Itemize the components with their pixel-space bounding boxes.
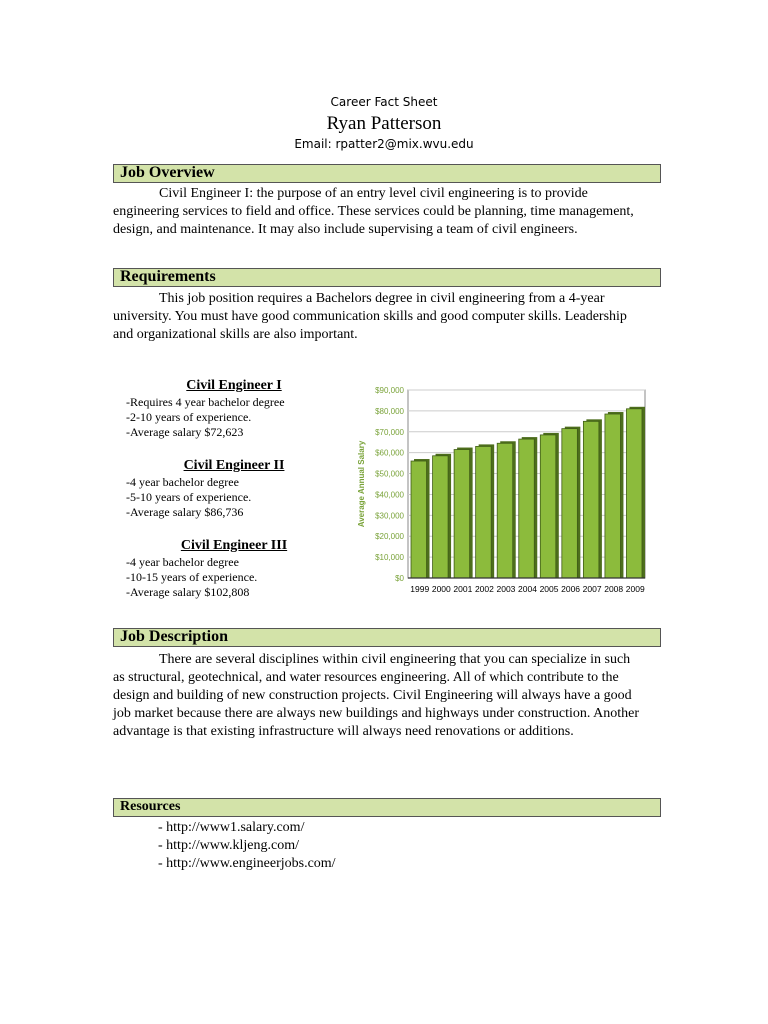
role-line: -Average salary $86,736 [126, 505, 244, 519]
y-tick-label: $20,000 [375, 532, 404, 542]
y-tick-label: $50,000 [375, 469, 404, 479]
x-tick-label: 1999 [410, 584, 430, 594]
x-tick-label: 2008 [604, 584, 624, 594]
role-line: -10-15 years of experience. [126, 570, 258, 584]
x-tick-label: 2004 [518, 584, 537, 594]
section-title: Job Overview [120, 164, 215, 181]
section-header-job-description [113, 628, 661, 647]
role-line: -5-10 years of experience. [126, 490, 252, 504]
job-description-text: There are several disciplines within civil engineering that you can specialize in such as structural, geotechnical, and water resources engineering. All of which contribute to the design and building of new construction projects. Civil Engineering will always have a good job market because there are always new buildings and highways under construction. Another advantage is that existing infrastructure will always need renovations or additions. [113, 652, 640, 739]
y-tick-label: $80,000 [375, 406, 404, 416]
resource-link[interactable]: - http://www.kljeng.com/ [158, 838, 300, 853]
role-block [120, 458, 350, 520]
x-tick-label: 2001 [453, 584, 473, 594]
role-title: Civil Engineer II [183, 458, 285, 473]
x-tick-label: 2006 [561, 584, 581, 594]
doc-title: Career Fact Sheet [330, 95, 438, 109]
bar [583, 421, 599, 578]
role-block [120, 378, 350, 440]
role-line: -Average salary $102,808 [126, 585, 250, 599]
bar [562, 429, 578, 578]
x-tick-label: 2003 [496, 584, 516, 594]
role-title: Civil Engineer I [186, 378, 282, 393]
bar [497, 443, 513, 578]
section-header-requirements [113, 268, 661, 287]
role-line: -4 year bachelor degree [126, 475, 239, 489]
section-title: Resources [120, 799, 181, 814]
y-axis-label: Average Annual Salary [357, 440, 366, 528]
x-tick-label: 2009 [625, 584, 645, 594]
section-header-job-overview [113, 164, 661, 183]
bar [433, 456, 449, 578]
role-title: Civil Engineer III [180, 538, 288, 553]
section-title: Job Description [120, 628, 228, 645]
job-overview-text: Civil Engineer I: the purpose of an entry level civil engineering is to provide engineering services to field and office. These services could be planning, time management, design, and maintenance. It may also include supervising a team of civil engineers. [113, 186, 634, 237]
y-tick-label: $0 [395, 574, 404, 583]
x-tick-label: 2005 [539, 584, 559, 594]
role-line: -Average salary $72,623 [126, 425, 244, 439]
section-header-resources [113, 798, 661, 817]
resources-list [158, 819, 336, 873]
y-tick-label: $40,000 [375, 490, 404, 500]
bar [454, 450, 470, 578]
bar [411, 461, 427, 578]
y-tick-label: $90,000 [375, 386, 404, 395]
bar [476, 446, 492, 578]
x-tick-label: 2000 [431, 584, 451, 594]
y-tick-label: $70,000 [375, 427, 404, 437]
x-tick-label: 2002 [474, 584, 494, 594]
bar [540, 435, 556, 578]
salary-bar-chart [350, 380, 655, 600]
resource-link[interactable]: - http://www.engineerjobs.com/ [158, 856, 336, 871]
role-block [120, 538, 350, 600]
section-title: Requirements [120, 268, 216, 285]
x-tick-label: 2007 [582, 584, 602, 594]
bar [626, 409, 642, 578]
role-line: -4 year bachelor degree [126, 555, 239, 569]
bar [605, 414, 621, 578]
resource-link[interactable]: - http://www1.salary.com/ [158, 820, 305, 835]
y-tick-label: $30,000 [375, 511, 404, 521]
requirements-text: This job position requires a Bachelors degree in civil engineering from a 4-year university. You must have good communication skills and good computer skills. Leadership and organizational skills are also important. [113, 291, 627, 342]
role-line: -Requires 4 year bachelor degree [126, 395, 285, 409]
author-name: Ryan Patterson [326, 113, 442, 134]
y-tick-label: $10,000 [375, 553, 404, 563]
author-email: Email: rpatter2@mix.wvu.edu [294, 137, 474, 151]
role-line: -2-10 years of experience. [126, 410, 252, 424]
bar [519, 439, 535, 578]
y-tick-label: $60,000 [375, 448, 404, 458]
